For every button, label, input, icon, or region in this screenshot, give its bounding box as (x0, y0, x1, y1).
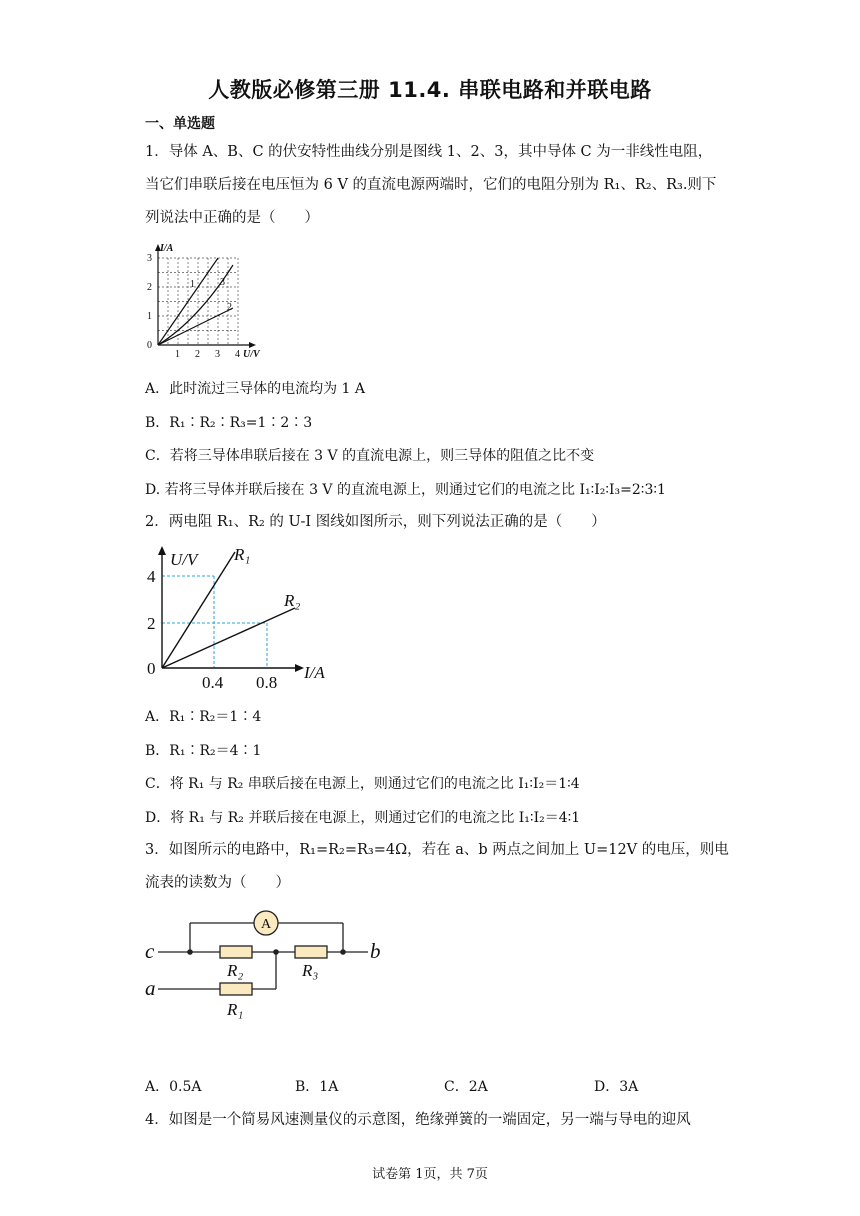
q3-stem-line-1: 3．如图所示的电路中，R₁=R₂=R₃=4Ω，若在 a、b 两点之间加上 U=12V 的电压，则电 (145, 842, 729, 858)
q1-xtick: 1 (175, 349, 180, 360)
q1-option-c[interactable]: C．若将三导体串联后接在 3 V 的直流电源上，则三导体的阻值之比不变 (145, 448, 595, 464)
q3-option-c[interactable]: C．2A (444, 1079, 488, 1095)
q1-curve-label: 2 (227, 302, 232, 313)
q2-ytick: 2 (147, 614, 156, 633)
q2-xtick: 0.4 (202, 673, 224, 692)
terminal-a: a (145, 976, 156, 1000)
q1-option-b[interactable]: B．R₁∶R₂∶R₃=1∶2∶3 (145, 415, 313, 431)
q1-xlabel: U/V (243, 349, 260, 360)
q1-option-d[interactable]: D. 若将三导体并联后接在 3 V 的直流电源上，则通过它们的电流之比 I₁∶I₂∶I₃=2∶3∶1 (145, 482, 666, 498)
label-r3: R₃ (302, 961, 319, 980)
label-r1: R₁ (227, 1000, 244, 1019)
q2-ytick: 0 (147, 659, 156, 678)
q2-option-b[interactable]: B．R₁∶R₂＝4∶1 (145, 743, 262, 759)
q1-xtick: 2 (195, 349, 200, 360)
q1-stem-line-1: 1．导体 A、B、C 的伏安特性曲线分别是图线 1、2、3，其中导体 C 为一非线性电阻， (145, 144, 713, 160)
q2-xtick: 0.8 (256, 673, 278, 692)
q2-line-r1 (162, 552, 235, 668)
q2-ytick: 4 (147, 567, 156, 586)
q1-ytick: 0 (147, 340, 152, 351)
q1-stem-line-3: 列说法中正确的是（ ） (145, 210, 319, 226)
q1-ytick: 3 (147, 253, 152, 264)
q2-option-a[interactable]: A．R₁∶R₂＝1∶4 (145, 709, 262, 725)
q1-option-a[interactable]: A．此时流过三导体的电流均为 1 A (145, 381, 366, 397)
ammeter-label: A (261, 917, 272, 932)
q2-option-d[interactable]: D．将 R₁ 与 R₂ 并联后接在电源上，则通过它们的电流之比 I₁∶I₂＝4∶1 (145, 810, 581, 826)
q1-stem-line-2: 当它们串联后接在电压恒为 6 V 的直流电源两端时，它们的电阻分别为 R₁、R₂、R₃.则下 (145, 177, 717, 193)
q3-option-b[interactable]: B．1A (295, 1079, 339, 1095)
q1-curve-label: 1 (190, 279, 195, 290)
q1-ylabel: I/A (160, 243, 174, 254)
q2-xlabel: I/A (304, 663, 325, 682)
q3-option-d[interactable]: D．3A (594, 1079, 639, 1095)
q1-xtick: 3 (215, 349, 220, 360)
q1-iv-graph (140, 240, 270, 365)
q4-stem-line-1: 4．如图是一个简易风速测量仪的示意图，绝缘弹簧的一端固定，另一端与导电的迎风 (145, 1112, 691, 1128)
q1-ytick: 1 (147, 311, 152, 322)
terminal-b: b (370, 939, 381, 963)
q1-curve-label: 3 (220, 277, 225, 288)
q1-ytick: 2 (147, 282, 152, 293)
section-heading: 一、单选题 (145, 116, 215, 132)
q2-option-c[interactable]: C．将 R₁ 与 R₂ 串联后接在电源上，则通过它们的电流之比 I₁∶I₂＝1∶4 (145, 776, 580, 792)
q3-circuit (140, 905, 390, 1025)
page-title: 人教版必修第三册 11.4. 串联电路和并联电路 (208, 78, 652, 102)
q2-line-r2 (162, 608, 295, 668)
label-r2: R₂ (227, 961, 244, 980)
terminal-c: c (145, 939, 155, 963)
q2-ui-graph (140, 538, 350, 698)
q3-option-a[interactable]: A．0.5A (145, 1079, 202, 1095)
q3-stem-line-2: 流表的读数为（ ） (145, 875, 290, 891)
resistor-r1 (220, 983, 252, 995)
resistor-r2 (220, 946, 252, 958)
q2-ylabel: U/V (170, 550, 198, 569)
q2-stem: 2．两电阻 R₁、R₂ 的 U-I 图线如图所示，则下列说法正确的是（ ） (145, 514, 606, 530)
resistor-r3 (295, 946, 327, 958)
page-footer: 试卷第 1页，共 7页 (372, 1167, 488, 1182)
q2-label-r1: R₁ (234, 545, 251, 564)
q2-label-r2: R₂ (284, 591, 301, 610)
q1-xtick: 4 (235, 349, 240, 360)
